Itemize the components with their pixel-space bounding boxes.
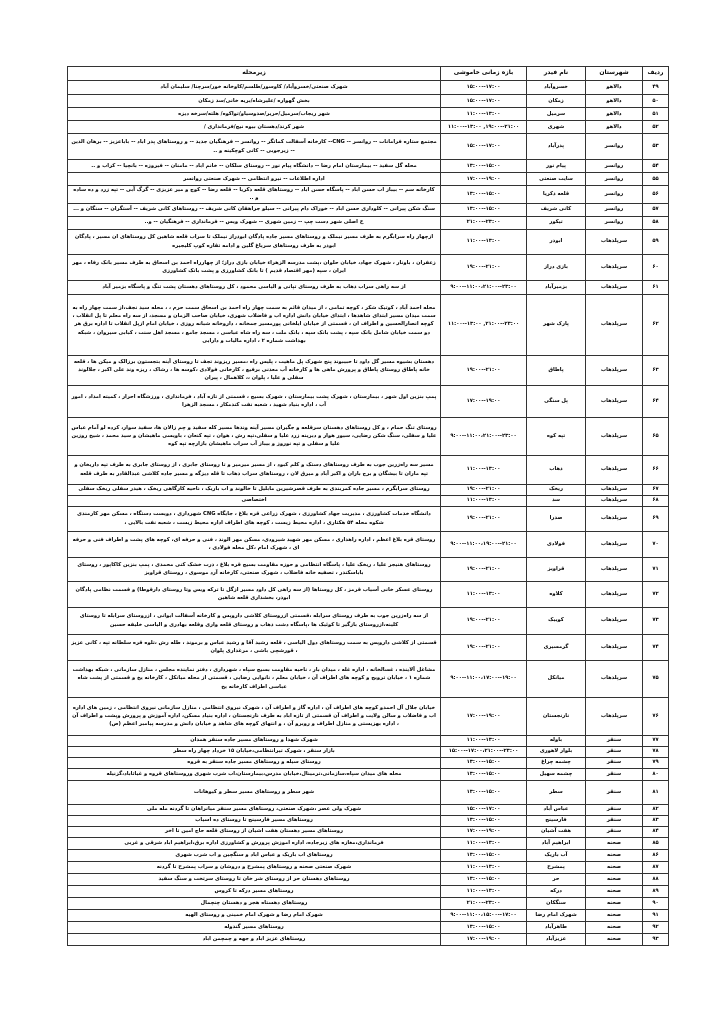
cell-feeder: شهری [527, 121, 586, 134]
cell-row-number: ۷۴ [643, 634, 669, 660]
cell-county: سنقر [586, 815, 643, 826]
cell-time-range: ۱۷:۰۰--۱۹:۰۰ [441, 933, 527, 945]
table-row [68, 355, 669, 385]
cell-area: شهرک ولی عصر ،شهرک صنعتی، روستاهای مسیر سنقر میانراهان تا گردنه مله ملی [68, 804, 441, 815]
cell-feeder: ذهاب [527, 455, 586, 484]
cell-time-range: ۱۵:۰۰--۱۷:۰۰ [441, 81, 527, 95]
cell-area: محله گل سفید -- بیمارستان امام رضا -- دانشگاه پیام نور -- روستای سلکان -- خانم اباد -- مامنان -- فیروزه -- بانچیا -- کراب و .. [68, 160, 441, 173]
cell-county: سرپلذهاب [586, 417, 643, 455]
table-row [68, 921, 669, 933]
cell-county: سرپلذهاب [586, 294, 643, 355]
cell-county: دالاهو [586, 121, 643, 134]
cell-county: سرپلذهاب [586, 557, 643, 581]
cell-time-range: ۱۱:۰۰--۱۳:۰۰ [441, 861, 527, 873]
cell-area: اختصاصی [68, 495, 441, 506]
cell-county: صحنه [586, 909, 643, 921]
cell-row-number: ۸۵ [643, 837, 669, 849]
cell-county: سرپلذهاب [586, 355, 643, 385]
cell-area: روستای سیله و روستاهای مسیر جاده سنقر به قروه [68, 757, 441, 768]
table-row [68, 455, 669, 484]
cell-feeder: قلعه ذکریا [527, 186, 586, 204]
cell-feeder: عباس آباد [527, 804, 586, 815]
cell-area: روستاهای مسیر فارسینج تا روستای ده اسیاب [68, 815, 441, 826]
cell-time-range: ۱۱:۰۰--۱۳:۰۰ [441, 229, 527, 254]
cell-time-range: ۲۱:۰۰--۲۳:۰۰ [441, 216, 527, 229]
cell-area: شهر ریجاب/سرمیل/حریر/صدوسیاو/تواکوه/ هلته/سرخه دیزه [68, 108, 441, 121]
cell-county: سرپلذهاب [586, 484, 643, 495]
cell-row-number: ۵۳ [643, 134, 669, 160]
table-row [68, 757, 669, 768]
cell-feeder: تپه کوه [527, 417, 586, 455]
table-row [68, 294, 669, 355]
table-body [68, 81, 669, 946]
cell-county: روانسر [586, 173, 643, 186]
cell-area: کارخانه سم -- بیباز اب حسن اباد -- پاسگاه حسن اباد -- روستاهای قلعه ذکریا -- قلعه رضا -- کوچ و میر عزیزی -- گرگ آبی -- تپه زرد و ده ساده و .. [68, 186, 441, 204]
cell-row-number: ۹۲ [643, 921, 669, 933]
cell-feeder: کوییک [527, 607, 586, 634]
cell-time-range: ۱۱:۰۰--۱۳:۰۰ [441, 495, 527, 506]
cell-time-range: ۱۷:۰۰--۱۹:۰۰ [441, 826, 527, 837]
cell-row-number: ۵۰ [643, 95, 669, 108]
cell-time-range: ۹:۰۰--۱۱:۰۰،۱۹:۰۰--۲۱:۰۰ [441, 531, 527, 557]
cell-row-number: ۵۷ [643, 203, 669, 216]
cell-row-number: ۷۲ [643, 581, 669, 607]
cell-row-number: ۹۱ [643, 909, 669, 921]
cell-row-number: ۷۱ [643, 557, 669, 581]
cell-county: سرپلذهاب [586, 607, 643, 634]
table-row [68, 909, 669, 921]
cell-row-number: ۸۱ [643, 780, 669, 804]
cell-area: شهرک شهدا و روستاهای مسیر جاده سنقر همدان [68, 735, 441, 746]
cell-row-number: ۵۴ [643, 160, 669, 173]
table-row [68, 254, 669, 280]
cell-feeder: سطر [527, 780, 586, 804]
cell-area: روستای عسکر خانی آسیاب قرمز ، کل روستاها (از سه راهی کل داود مسیر ازگل تا ترکه ویس وتا روستای دارقوطا) و قسمت نظامی پادگان ابوذر، بخشداری قلعه شاهین [68, 581, 441, 607]
cell-county: سنقر [586, 746, 643, 757]
cell-area: ازچهار راه سرابگرم به طرف مسیر نیملک و روستاهای مسیر جاده پادگان ابوذراز نیملک تا سراب قلعه شاهین کل روستاهای ان مسیر ، پادگان ابوذر به طرف روستاهای سرباغ گلین و ادامه تقاره کوپ کلیجیره [68, 229, 441, 254]
cell-area: روستاهای مسیر گندوله [68, 921, 441, 933]
cell-county: سرپلذهاب [586, 581, 643, 607]
cell-feeder: زمکان [527, 95, 586, 108]
cell-area: روستاهای هنیجر علیا ، ریخک علیا ، پاسگاه انتظامی و حوزه مقاومت بسیج قره بلاغ ، ذرت خشک کنی محمدی ، پمپ بنزین کاکاپور ، روستای باباسکندر ، تصفیه خانه فاضلاب ، شهرک صنعتی، کارخانه آرد موسوی ، روستای قراویز [68, 557, 441, 581]
cell-county: صحنه [586, 873, 643, 885]
cell-county: روانسر [586, 134, 643, 160]
header-row-number: ردیف [643, 67, 669, 81]
cell-row-number: ۷۸ [643, 746, 669, 757]
cell-row-number: ۶۹ [643, 506, 669, 531]
table-row [68, 933, 669, 945]
table-row [68, 531, 669, 557]
cell-area: از سه راهی سراب ذهاب به طرف روستای تپانی و الیاسی محمود ، کل روستاهای دهستان پشت تنگ و پاسگاه بزمیر آباد [68, 280, 441, 294]
cell-feeder: عزیزآباد [527, 933, 586, 945]
cell-county: سنقر [586, 757, 643, 768]
table-row [68, 121, 669, 134]
table-row [68, 780, 669, 804]
cell-county: روانسر [586, 160, 643, 173]
header-area: زیرمحله [68, 67, 441, 81]
table-row [68, 81, 669, 95]
cell-county: روانسر [586, 203, 643, 216]
cell-county: سرپلذهاب [586, 531, 643, 557]
cell-county: سرپلذهاب [586, 229, 643, 254]
table-row [68, 826, 669, 837]
table-row [68, 607, 669, 634]
cell-feeder: پدرآباد [527, 134, 586, 160]
table-row [68, 897, 669, 909]
cell-feeder: کانی شریف [527, 203, 586, 216]
cell-time-range: ۹:۰۰--۱۱:۰۰،۲۱:۰۰--۲۳:۰۰ [441, 417, 527, 455]
table-row [68, 697, 669, 735]
cell-row-number: ۷۵ [643, 660, 669, 697]
cell-row-number: ۵۶ [643, 186, 669, 204]
cell-feeder: بزمیرآباد [527, 280, 586, 294]
cell-time-range: ۱۵:۰۰--۱۷:۰۰،۲۱:۰۰--۲۳:۰۰ [441, 746, 527, 757]
cell-county: صحنه [586, 849, 643, 861]
cell-feeder: بازی دراز [527, 254, 586, 280]
cell-feeder: نارنجستان [527, 697, 586, 735]
header-county: شهرستان [586, 67, 643, 81]
cell-area: مسیر سه راه‌زرین جوب به طرف روستاهای دستک و کلم کبود ، از مسیر میرمیر و تا روستای جابری ، از روستای جابری به طرف تپه داریخان و تپه ماران تا بیشگان و برج باران و اکبر آباد و میرق لان ، روستاهای سراب ذهاب تا قله دیزگه و مسیر جاده کلاشی عبدالقادر به طرف قلعه [68, 455, 441, 484]
cell-time-range: ۱۷:۰۰--۱۹:۰۰ [441, 385, 527, 417]
table-row [68, 660, 669, 697]
table-row [68, 815, 669, 826]
cell-county: سنقر [586, 780, 643, 804]
cell-row-number: ۵۸ [643, 216, 669, 229]
cell-time-range: ۱۳:۰۰--۱۵:۰۰ [441, 186, 527, 204]
cell-area: دانشگاه خدمات کشاورزی ، مدیریت جهاد کشاورزی ، شهرک زراعی قره بلاغ ، جایگاه CNG شهرداری ، دویست دستگاه ، مسکن مهر کارمندی شکوه محله ۵۴ هکتاری ، اداره محیط زیست ، کوچه های اطراف اداره محیط زیست ، شعبه نفت بالایی ، [68, 506, 441, 531]
cell-feeder: پارک شهر [527, 294, 586, 355]
cell-county: سنقر [586, 826, 643, 837]
cell-feeder: چشمه چراغ [527, 757, 586, 768]
cell-county: صحنه [586, 897, 643, 909]
cell-time-range: ۱۳:۰۰--۱۵:۰۰ [441, 849, 527, 861]
cell-county: سرپلذهاب [586, 697, 643, 735]
cell-county: روانسر [586, 186, 643, 204]
cell-time-range: ۱۵:۰۰--۱۷:۰۰ [441, 95, 527, 108]
cell-county: سرپلذهاب [586, 634, 643, 660]
cell-area: شهر کرند/دهستان بیوه نیج/فرمانداری / [68, 121, 441, 134]
cell-feeder: آب باریک [527, 849, 586, 861]
cell-feeder: پل سنگی [527, 385, 586, 417]
table-row [68, 861, 669, 873]
cell-row-number: ۶۴ [643, 385, 669, 417]
cell-area: شهرک امام رضا و شهرک امام خمینی و روستای الهیه [68, 909, 441, 921]
cell-row-number: ۸۸ [643, 873, 669, 885]
cell-county: سنقر [586, 804, 643, 815]
cell-county: سنقر [586, 768, 643, 780]
cell-feeder: ریخک [527, 484, 586, 495]
cell-area: بخش گهواره /علیرشاه/بریه خانی/سد زمکان [68, 95, 441, 108]
cell-row-number: ۹۳ [643, 933, 669, 945]
cell-row-number: ۵۱ [643, 108, 669, 121]
cell-time-range: ۱۱:۰۰--۱۳:۰۰ [441, 837, 527, 849]
cell-area: بازار سنقر ، شهرک تیرانتظامی،خیابان ۱۵ خرداد چهار راه سطر [68, 746, 441, 757]
cell-county: سنقر [586, 735, 643, 746]
cell-feeder: پاطاق [527, 355, 586, 385]
cell-area: روستاهای دهستاه هجر و دهستان چنچمال [68, 897, 441, 909]
cell-area: از سه راه‌زرین جوب به طرف روستای سرابله ،قسمتی ازروستای کلاشی داروپس و کارخانه آسفالت ایوانی ، ازروستای سرابله تا روستای کلینه،ازروستای بازگیر تا کوئیک ها ،پاسگاه دشت ذهاب و روستای قلعه واری وقلعه بهادری و الیاسی خلیفه حسین [68, 607, 441, 634]
cell-time-range: ۲۱:۰۰--۲۳:۰۰ [441, 897, 527, 909]
table-row [68, 95, 669, 108]
cell-feeder: کلاوه [527, 581, 586, 607]
cell-time-range: ۱۵:۰۰--۱۷:۰۰ [441, 804, 527, 815]
cell-feeder: ابراهیم آباد [527, 837, 586, 849]
cell-feeder: حر [527, 873, 586, 885]
table-row [68, 216, 669, 229]
cell-time-range: ۱۹:۰۰--۲۱:۰۰ [441, 506, 527, 531]
cell-county: دالاهو [586, 95, 643, 108]
cell-feeder: صدرا [527, 506, 586, 531]
cell-county: صحنه [586, 921, 643, 933]
cell-area: محله احمد آباد ، کوتیک شکر ، کوچه تمامی ، از میدان قائم به سمت چهار راه احمد بن اسحاق سمت حرم ، ، محله سید نجف،از سمت چهار راه به سمت میدان مسیر ابتدای شاهدها ، ابتدای خیابان دانش اداره اب و فاضلاب شهری، خیابان صاحب الزمان و مسجد، از سه راه معلم تا پل انقلاب ، کوچه انصارالحسین و اطراف ان ، قسمتی از خیابان ایلخانی پورمسیر جمخانه ، داروخانه شبانه روزی ، خیابان امام ازپل انقلاب تا اداره برق هر دو سمت خیابان شامل بانک سپه ، پشت بانک سپه ، بانک ملت ، سه راه شاه عباسی ، مسجد جامع ، مسجد اهل سنت ، کبابی سیروان ، شبکه بهداشت شماره ۲ ، اداره مالیات و دارایی [68, 294, 441, 355]
table-row [68, 385, 669, 417]
cell-feeder: درکه [527, 885, 586, 897]
cell-time-range: ۱۷:۰۰--۱۹:۰۰ [441, 173, 527, 186]
cell-time-range: ۱۱:۰۰--۱۳:۰۰ [441, 581, 527, 607]
cell-feeder: سنگکان [527, 897, 586, 909]
cell-time-range: ۱۱:۰۰--۱۳:۰۰ [441, 108, 527, 121]
cell-row-number: ۸۷ [643, 861, 669, 873]
table-row [68, 134, 669, 160]
cell-feeder: بلوار لاهوری [527, 746, 586, 757]
cell-county: سرپلذهاب [586, 385, 643, 417]
cell-feeder: چشمه سهیل [527, 768, 586, 780]
table-row [68, 873, 669, 885]
cell-area: روستای قره بلاغ اعظم ، اداره راهداری ، مسکن مهر شهید شیرودی، مسکن مهر الوند ، فنی و حرفه ای، کوچه های پشت و اطراف فنی و حرفه ای ، شهرک امام ،کل محله فولادی ، [68, 531, 441, 557]
cell-county: دالاهو [586, 81, 643, 95]
cell-row-number: ۶۳ [643, 355, 669, 385]
cell-row-number: ۶۱ [643, 280, 669, 294]
table-row [68, 186, 669, 204]
cell-feeder: خسروآباد [527, 81, 586, 95]
cell-county: صحنه [586, 861, 643, 873]
cell-row-number: ۶۲ [643, 294, 669, 355]
cell-row-number: ۷۷ [643, 735, 669, 746]
cell-feeder: طاهرآباد [527, 921, 586, 933]
cell-time-range: ۱۱:۰۰--۱۳:۰۰ ,۱۹:۰۰--۲۱:۰۰ [441, 121, 527, 134]
cell-time-range: ۱۹:۰۰--۲۱:۰۰ [441, 634, 527, 660]
cell-row-number: ۸۴ [643, 826, 669, 837]
table-row [68, 557, 669, 581]
cell-row-number: ۶۷ [643, 484, 669, 495]
cell-time-range: ۱۳:۰۰--۱۵:۰۰ [441, 921, 527, 933]
cell-feeder: فارسینج [527, 815, 586, 826]
cell-time-range: ۱۳:۰۰--۱۵:۰۰ [441, 815, 527, 826]
cell-row-number: ۵۲ [643, 121, 669, 134]
cell-row-number: ۶۸ [643, 495, 669, 506]
cell-feeder: سد [527, 495, 586, 506]
cell-row-number: ۶۵ [643, 417, 669, 455]
cell-area: قسمتی از کلاشی داروپس به سمت روستاهای دول الیاسی ، قلعه رشید آقا و رشید عباس و برموند ، طله رش ،تلوه قره سلطانه تپه ، کانی عزیز ، قورشچی باشی ، مرغداری پلوان [68, 634, 441, 660]
header-time-range: بازه زمانی خاموشی [441, 67, 527, 81]
table-row [68, 735, 669, 746]
cell-area: روستای سرابگرم ، مسیر جاده کمربندی به طرف قصرشیرین مابلیل تا خالوند و اب باریک ، ناحیه کارگاهی ریخک ، هیدر سفلی ریخک سفلی [68, 484, 441, 495]
cell-time-range: ۱۵:۰۰--۱۷:۰۰ [441, 134, 527, 160]
cell-row-number: ۵۵ [643, 173, 669, 186]
cell-time-range: ۱۳:۰۰--۱۵:۰۰ [441, 873, 527, 885]
cell-time-range: ۱۱:۰۰--۱۳:۰۰ [441, 455, 527, 484]
cell-time-range: ۱۳:۰۰--۱۵:۰۰ [441, 780, 527, 804]
cell-time-range: ۱۹:۰۰--۲۱:۰۰ [441, 557, 527, 581]
cell-feeder: گرمسیری [527, 634, 586, 660]
cell-area: مشاغل آلاینده ، غسالخانه ، اداره غله ، میدان بار ، ناحیه مقاومت بسیج سپاه ، شهرداری ، دفتر نماینده مجلس ، منازل سازمانی ، شبکه بهداشت شماره ۱ ، خیابان ترویج و کوچه های اطراف آن ، خیابان معلم ، نانوایی رضایی ، قسمتی از محله میانکل ، کارخانه یخ و قسمتی از پشت شاه عباسی اطراف کارخانه یخ [68, 660, 441, 697]
table-row [68, 108, 669, 121]
cell-area: شهرک صنعتی/خسروآباد/ کاوسور/طلسم/کاوخانه خور/سرچنا/ سلیمان آباد [68, 81, 441, 95]
header-feeder: نام فیدر [527, 67, 586, 81]
cell-area: پمپ بنزین اول شهر ، بیمارستان ، شهرک پشت بیمارستان ، شهرک بسیج ، قسمتی از تازه آباد ، فرمانداری ، ورزشگاه احرار ، کمیته امداد ، امور آب ، اداره بنیاد شهید ، شعبه نفت کندمکار ، مسجد الزهرا [68, 385, 441, 417]
cell-time-range: ۹:۰۰--۱۱:۰۰،۱۵:۰۰--۱۷:۰۰ [441, 909, 527, 921]
cell-row-number: ۸۲ [643, 804, 669, 815]
table-row [68, 634, 669, 660]
cell-feeder: پمشرخ [527, 861, 586, 873]
table-row [68, 417, 669, 455]
table-row [68, 837, 669, 849]
table-row [68, 849, 669, 861]
cell-area: خیابان جلال آل احمدو کوچه های اطراف آن ، اداره گاز و اطراف آن ، شهرک نیروی انتظامی ، منازل سازمانی نیروی انتظامی ، زمین های اداره اب و فاضلاب و سالن ولایت و اطراف آن قسمتی از تازه اباد به طرف نارنجستان ، اداره بنیاد مسکن، اداره آموزش و پرورش وپشت و اطراف آن ، اداره بهزیستی و منازل اطراف و روبرو آن ، و انتهای کوچه های شاهد و خیابان دانش و مدرسه پیامبر اعظم (ص) [68, 697, 441, 735]
cell-time-range: ۹:۰۰--۱۱:۰۰،۱۷:۰۰--۱۹:۰۰ [441, 660, 527, 697]
cell-time-range: ۱۱:۰۰--۱۳:۰۰ [441, 885, 527, 897]
cell-time-range: ۱۱:۰۰--۱۳:۰۰ [441, 735, 527, 746]
cell-county: سرپلذهاب [586, 254, 643, 280]
cell-feeder: سرمیل [527, 108, 586, 121]
table-row [68, 746, 669, 757]
cell-row-number: ۸۰ [643, 768, 669, 780]
cell-time-range: ۱۹:۰۰--۲۱:۰۰ [441, 607, 527, 634]
table-row [68, 581, 669, 607]
cell-county: صحنه [586, 837, 643, 849]
cell-time-range: ۹:۰۰--۱۱:۰۰،۲۱:۰۰--۲۳:۰۰ [441, 280, 527, 294]
cell-feeder: ابوذر [527, 229, 586, 254]
table-row [68, 160, 669, 173]
cell-time-range: ۱۳:۰۰--۱۵:۰۰ [441, 768, 527, 780]
cell-row-number: ۴۹ [643, 81, 669, 95]
cell-row-number: ۸۳ [643, 815, 669, 826]
cell-area: روستاهای مسیر درکه تا کروس [68, 885, 441, 897]
cell-feeder: سایت صنعتی [527, 173, 586, 186]
cell-row-number: ۶۰ [643, 254, 669, 280]
cell-row-number: ۹۰ [643, 897, 669, 909]
cell-feeder: شهرک امام رضا [527, 909, 586, 921]
cell-time-range: ۱۳:۰۰--۱۵:۰۰ [441, 757, 527, 768]
cell-row-number: ۷۰ [643, 531, 669, 557]
cell-area: فرمانداری،مغازه های زیرجاده، اداره اموزش پرورش و کشاورزی اداره برق،ابراهیم اباد شرقی و غربی [68, 837, 441, 849]
table-header-row [68, 67, 669, 81]
cell-feeder: باوله [527, 735, 586, 746]
cell-county: سرپلذهاب [586, 506, 643, 531]
cell-area: روستاهای اب باریک و عباس اباد و سنگچین و اب شرب شهری [68, 849, 441, 861]
table-row [68, 495, 669, 506]
cell-feeder: فولادی [527, 531, 586, 557]
table-row [68, 484, 669, 495]
cell-county: روانسر [586, 216, 643, 229]
cell-area: محله های میدان سپاه،سازمانی،ترمینال،خیابان مدرس،بیمارستان،اب شرب شهری وروستاهای قروه و غیاثاباد،گزنیله [68, 768, 441, 780]
table-row [68, 885, 669, 897]
cell-county: سرپلذهاب [586, 495, 643, 506]
cell-feeder: قراویز [527, 557, 586, 581]
cell-county: دالاهو [586, 108, 643, 121]
cell-area: شهرک صنعتی صحنه و روستاهای پمشرخ و دروشان و سراب پمشرخ تا گردنه [68, 861, 441, 873]
cell-area: خ اصلی شهر دست چپ -- زمین شهری -- شهرک ویس -- فرمانداری -- فرهنگیان -- و.. [68, 216, 441, 229]
cell-area: روستاهای مسیر دهستان هفت اشیان از روستای قلعه حاج امین تا اخر [68, 826, 441, 837]
cell-row-number: ۷۹ [643, 757, 669, 768]
cell-time-range: ۱۱:۰۰--۱۳:۰۰ ,۲۱:۰۰--۲۳:۰۰ [441, 294, 527, 355]
cell-row-number: ۶۶ [643, 455, 669, 484]
table-row [68, 229, 669, 254]
cell-county: سرپلذهاب [586, 660, 643, 697]
cell-county: صحنه [586, 885, 643, 897]
table-row [68, 203, 669, 216]
table-row [68, 506, 669, 531]
cell-area: شهر سطر و روستاهای مسیر سطر و کیوهانات [68, 780, 441, 804]
cell-county: صحنه [586, 933, 643, 945]
cell-area: اداره اطلاعات -- نیرو انتظامی -- شهرک صنعتی روانسر [68, 173, 441, 186]
cell-row-number: ۸۶ [643, 849, 669, 861]
cell-feeder: هفت آشیان [527, 826, 586, 837]
cell-area: دهستان بشیوه مسیر گل داود تا حبیبوند پنج شهرک پل ماهیت ، پلیس راه ،مسیر ریزوند تجف تا روستای آینه بتجستون برزالک و میکن ها ، قلعه خانه پاطاق روستای پاطاق و پرورش ماهی ها و کارخانه آب معدنی برفیع ، کارخانی فولادی ،کوسه ها ، رشاک ، ریزه وند علی اکبر ، جلالوند سفلی و علیا ، پلوان ،، کلاهمال ، پیران [68, 355, 441, 385]
cell-time-range: ۱۹:۰۰--۲۱:۰۰ [441, 355, 527, 385]
cell-time-range: ۱۳:۰۰--۱۵:۰۰ [441, 160, 527, 173]
cell-county: سرپلذهاب [586, 455, 643, 484]
cell-area: سنگ شکن پیرانی -- کلوداری حسن اباد -- خوراک دام پیرانی -- سیلو جراهقان کانی شریف -- روستاهای کانی شریف -- آستگران -- سنگان و ... [68, 203, 441, 216]
cell-row-number: ۷۶ [643, 697, 669, 735]
cell-area: روستاهای عزیز اباد و جهه و چمچمن اباد [68, 933, 441, 945]
table-row [68, 173, 669, 186]
cell-row-number: ۵۹ [643, 229, 669, 254]
cell-area: روستای تنگ حمام ، و کل روستاهای دهستان سرقلعه و جگیران مسیر آینه وندها مسیر کله سفید و چم زالان ها، سفید سوار، کرده لو آمام عباس علیا و سفلی، سنگ شکن رضایی، سیور هوار و دیرینه زرد علیا و سفلی،تپه رش ، هوان ، تپه کنعان ، باویسی ماهیشان و سید محمد ، شیخ روزین علیا و سفلی و تپه نوروز و بیباز آب سراب ماهیشان بازارچه تپه کوه [68, 417, 441, 455]
cell-feeder: پیام نور [527, 160, 586, 173]
outage-schedule-table [67, 66, 669, 946]
cell-time-range: ۱۹:۰۰--۲۱:۰۰ [441, 484, 527, 495]
cell-row-number: ۷۳ [643, 607, 669, 634]
cell-feeder: میانکل [527, 660, 586, 697]
cell-time-range: ۱۳:۰۰--۱۵:۰۰ [441, 203, 527, 216]
cell-county: سرپلذهاب [586, 280, 643, 294]
table-row [68, 804, 669, 815]
cell-feeder: تیکور [527, 216, 586, 229]
cell-time-range: ۱۷:۰۰--۱۹:۰۰ [441, 697, 527, 735]
cell-area: روستاهای دهستان حر از روستای شر خان تا روستای سرتخت و سنگ سفید [68, 873, 441, 885]
cell-area: مجتمع ستاره فرامانات -- روانسر -- CNG-- کارخانه آسفالت کماتگر -- روانسر -- فرهنگیان جدید -- و روستاهای پدر اباد -- باباعزیز -- برهان الدین -- زیرجوبی -- کانی کوچکینه و .. [68, 134, 441, 160]
cell-area: زعفران ، باونار ، شهرک جهاد، خیابان حلوان ،پشت مدرسه الزهراء خیابان بازی دراز؛ از چهارراه احمد بن اسحاق به طرف مسیر بانک رفاه ، مهر ایران ، سپه (مهر اقتصاد قدیم ) تا بانک کشاورزی و پشت بانک کشاورزی [68, 254, 441, 280]
cell-row-number: ۸۹ [643, 885, 669, 897]
table-row [68, 280, 669, 294]
cell-time-range: ۱۹:۰۰--۲۱:۰۰ [441, 254, 527, 280]
table-row [68, 768, 669, 780]
